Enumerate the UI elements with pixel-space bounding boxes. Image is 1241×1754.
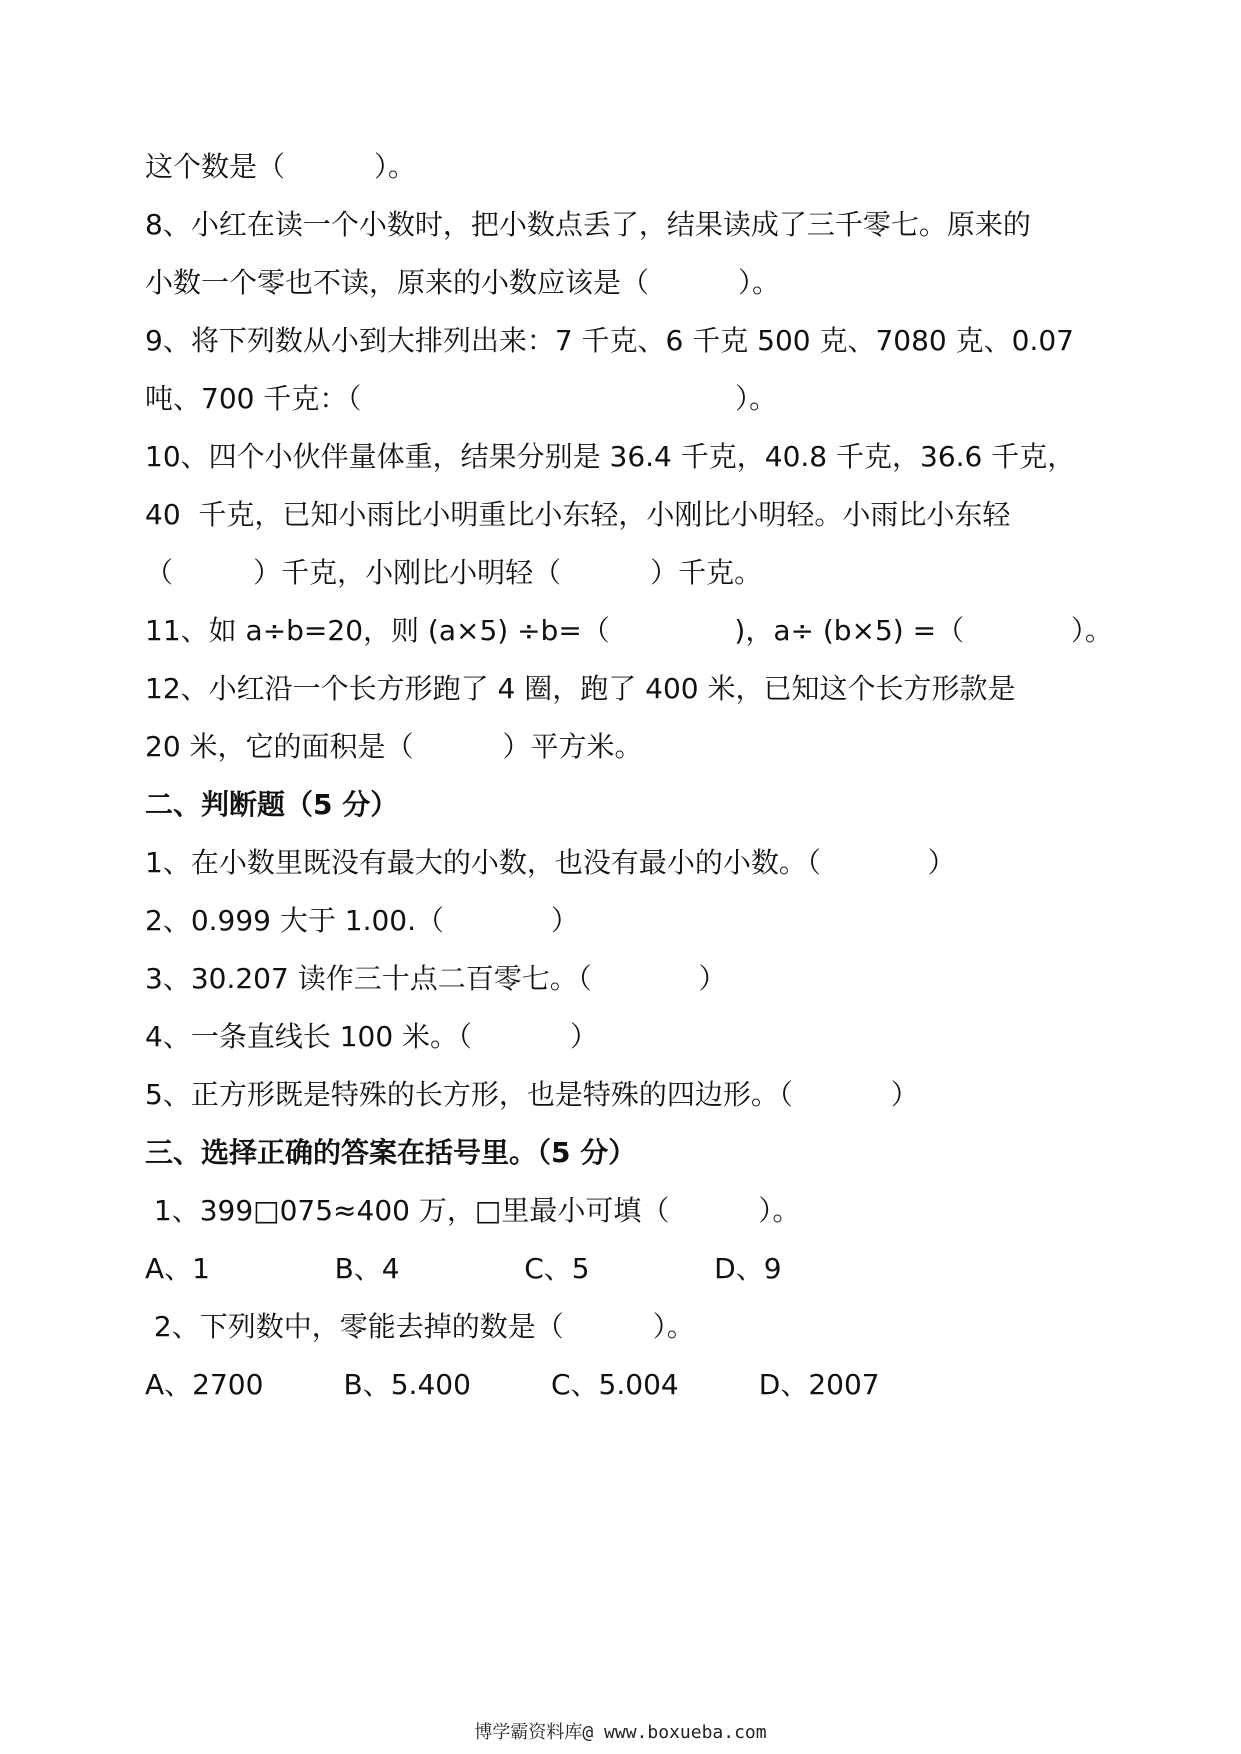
judge-5: 5、正方形既是特殊的长方形，也是特殊的四边形。（ ） bbox=[145, 1078, 919, 1111]
question-12-line-1: 12、小红沿一个长方形跑了 4 圈，跑了 400 米，已知这个长方形款是 bbox=[145, 672, 1016, 705]
section-3-heading: 三、选择正确的答案在括号里。（5 分） bbox=[145, 1136, 637, 1169]
question-9-line-1: 9、将下列数从小到大排列出来：7 千克、6 千克 500 克、7080 克、0.07 bbox=[145, 324, 1074, 357]
question-11: 11、如 a÷b=20，则 (a×5) ÷b=（ )，a÷ (b×5) =（ ）。 bbox=[145, 614, 1113, 647]
question-10-line-3: （ ）千克，小刚比小明轻（ ）千克。 bbox=[145, 556, 763, 589]
choice-2-options: A、2700 B、5.400 C、5.004 D、2007 bbox=[145, 1368, 880, 1401]
judge-4: 4、一条直线长 100 米。（ ） bbox=[145, 1020, 598, 1053]
choice-1-question: 1、399□075≈400 万，□里最小可填（ ）。 bbox=[145, 1194, 801, 1227]
footer-watermark: 博学霸资料库@ www.boxueba.com bbox=[474, 1722, 767, 1743]
question-9-line-2: 吨、700 千克：（ ）。 bbox=[145, 382, 778, 415]
choice-2-question: 2、下列数中，零能去掉的数是（ ）。 bbox=[145, 1310, 695, 1343]
judge-3: 3、30.207 读作三十点二百零七。（ ） bbox=[145, 962, 727, 995]
judge-2: 2、0.999 大于 1.00.（ ） bbox=[145, 904, 579, 937]
question-10-line-2: 40 千克，已知小雨比小明重比小东轻，小刚比小明轻。小雨比小东轻 bbox=[145, 498, 1011, 531]
judge-1: 1、在小数里既没有最大的小数，也没有最小的小数。（ ） bbox=[145, 846, 956, 879]
choice-1-options: A、1 B、4 C、5 D、9 bbox=[145, 1252, 782, 1285]
question-10-line-1: 10、四个小伙伴量体重，结果分别是 36.4 千克，40.8 千克，36.6 千克， bbox=[145, 440, 1076, 473]
question-8-line-1: 8、小红在读一个小数时，把小数点丢了，结果读成了三千零七。原来的 bbox=[145, 208, 1031, 241]
question-8-line-2: 小数一个零也不读，原来的小数应该是（ ）。 bbox=[145, 266, 781, 299]
question-12-line-2: 20 米，它的面积是（ ）平方米。 bbox=[145, 730, 643, 763]
text-line: 这个数是（ ）。 bbox=[145, 150, 417, 183]
section-2-heading: 二、判断题（5 分） bbox=[145, 788, 399, 821]
